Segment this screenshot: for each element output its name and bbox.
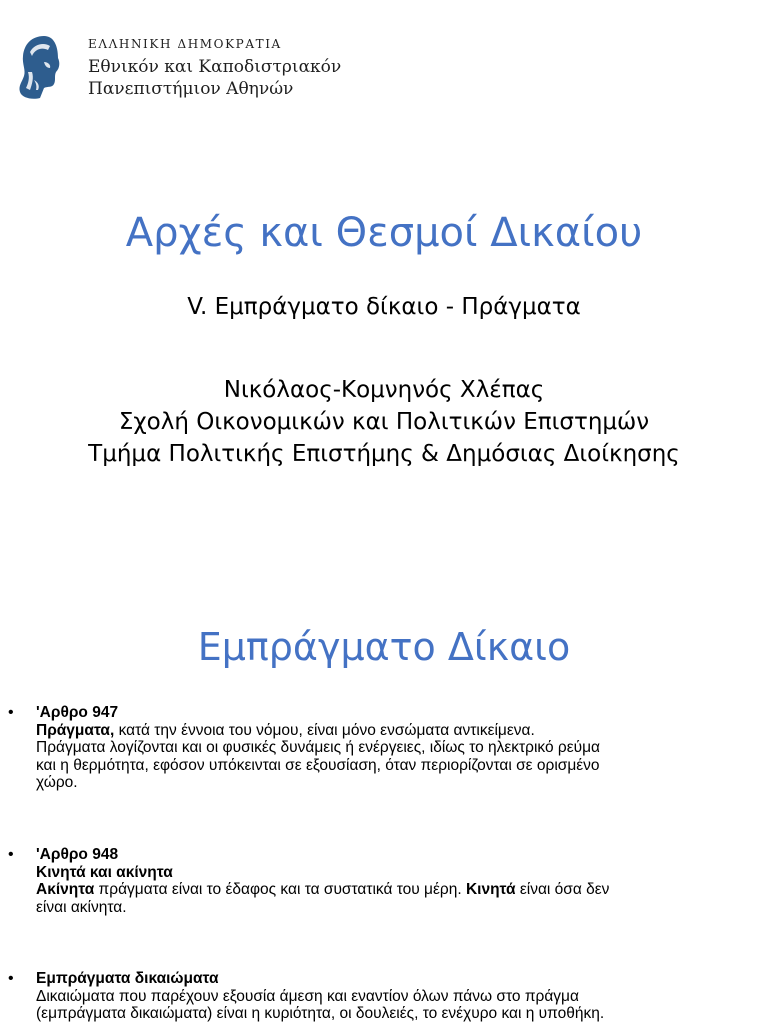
real-rights-line1: Δικαιώματα που παρέχουν εξουσία άμεση και εναντίον όλων πάνω στο πράγμα [36,987,579,1005]
article-948-term-immovable: Ακίνητα [36,881,95,898]
real-rights-heading: Εμπράγματα δικαιώματα [36,970,219,987]
slide-title: Εμπράγματο Δίκαιο [197,625,571,669]
article-947-line2: Πράγματα λογίζονται και οι φυσικές δυνάμεις ή ενέργειες, ιδίως το ηλεκτρικό ρεύμα [36,739,601,756]
article-947-line4: χώρο. [36,774,78,791]
article-948-subheading: Κινητά και ακίνητα [36,863,173,881]
bullet-icon: • [8,970,14,987]
real-rights-text [36,970,748,1023]
presentation-title: Αρχές και Θεσμοί Δικαίου [125,210,643,256]
article-947-term: Πράγματα, [36,721,115,739]
real-rights-line2: (εμπράγματα δικαιώματα) είναι η κυριότητα, οι δουλειές, το ενέχυρο και η υποθήκη. [36,1005,605,1022]
athena-head-icon [14,32,64,102]
article-947-line3: και η θερμότητα, εφόσον υπόκεινται σε εξουσίαση, όταν περιορίζονται σε ορισμένο [36,756,600,774]
university-name-block [88,36,341,100]
article-947-line1: κατά την έννοια του νόμου, είναι μόνο ενσώματα αντικείμενα. [114,721,535,739]
author-name: Νικόλαος-Κομνηνός Χλέπας [223,377,545,403]
author-block [0,374,768,470]
university-name-line2: Πανεπιστήμιον Αθηνών [88,79,294,99]
article-948-heading: 'Αρθρο 948 [36,846,119,863]
article-948-line2: είναι ακίνητα. [36,898,127,916]
university-name-line1: Εθνικόν και Καποδιστριακόν [88,57,342,77]
presentation-subtitle: V. Εμπράγματο δίκαιο - Πράγματα [187,294,581,320]
content-slide [0,576,768,1024]
bullet-icon: • [8,704,14,721]
school-name: Σχολή Οικονομικών και Πολιτικών Επιστημών [118,409,650,435]
article-947-text [36,704,748,792]
article-947-heading: 'Αρθρο 947 [36,704,119,721]
article-948-text1: πράγματα είναι το έδαφος και τα συστατικά του μέρη. [94,881,466,898]
article-948-term-movable: Κινητά [465,881,516,898]
country-label: ΕΛΛΗΝΙΚΗ ΔΗΜΟΚΡΑΤΙΑ [88,37,282,51]
bullet-icon: • [8,846,14,863]
department-name: Τμήμα Πολιτικής Επιστήμης & Δημόσιας Διοίκησης [88,441,680,467]
article-948-text2: είναι όσα δεν [515,881,610,898]
article-948-text [36,846,748,916]
